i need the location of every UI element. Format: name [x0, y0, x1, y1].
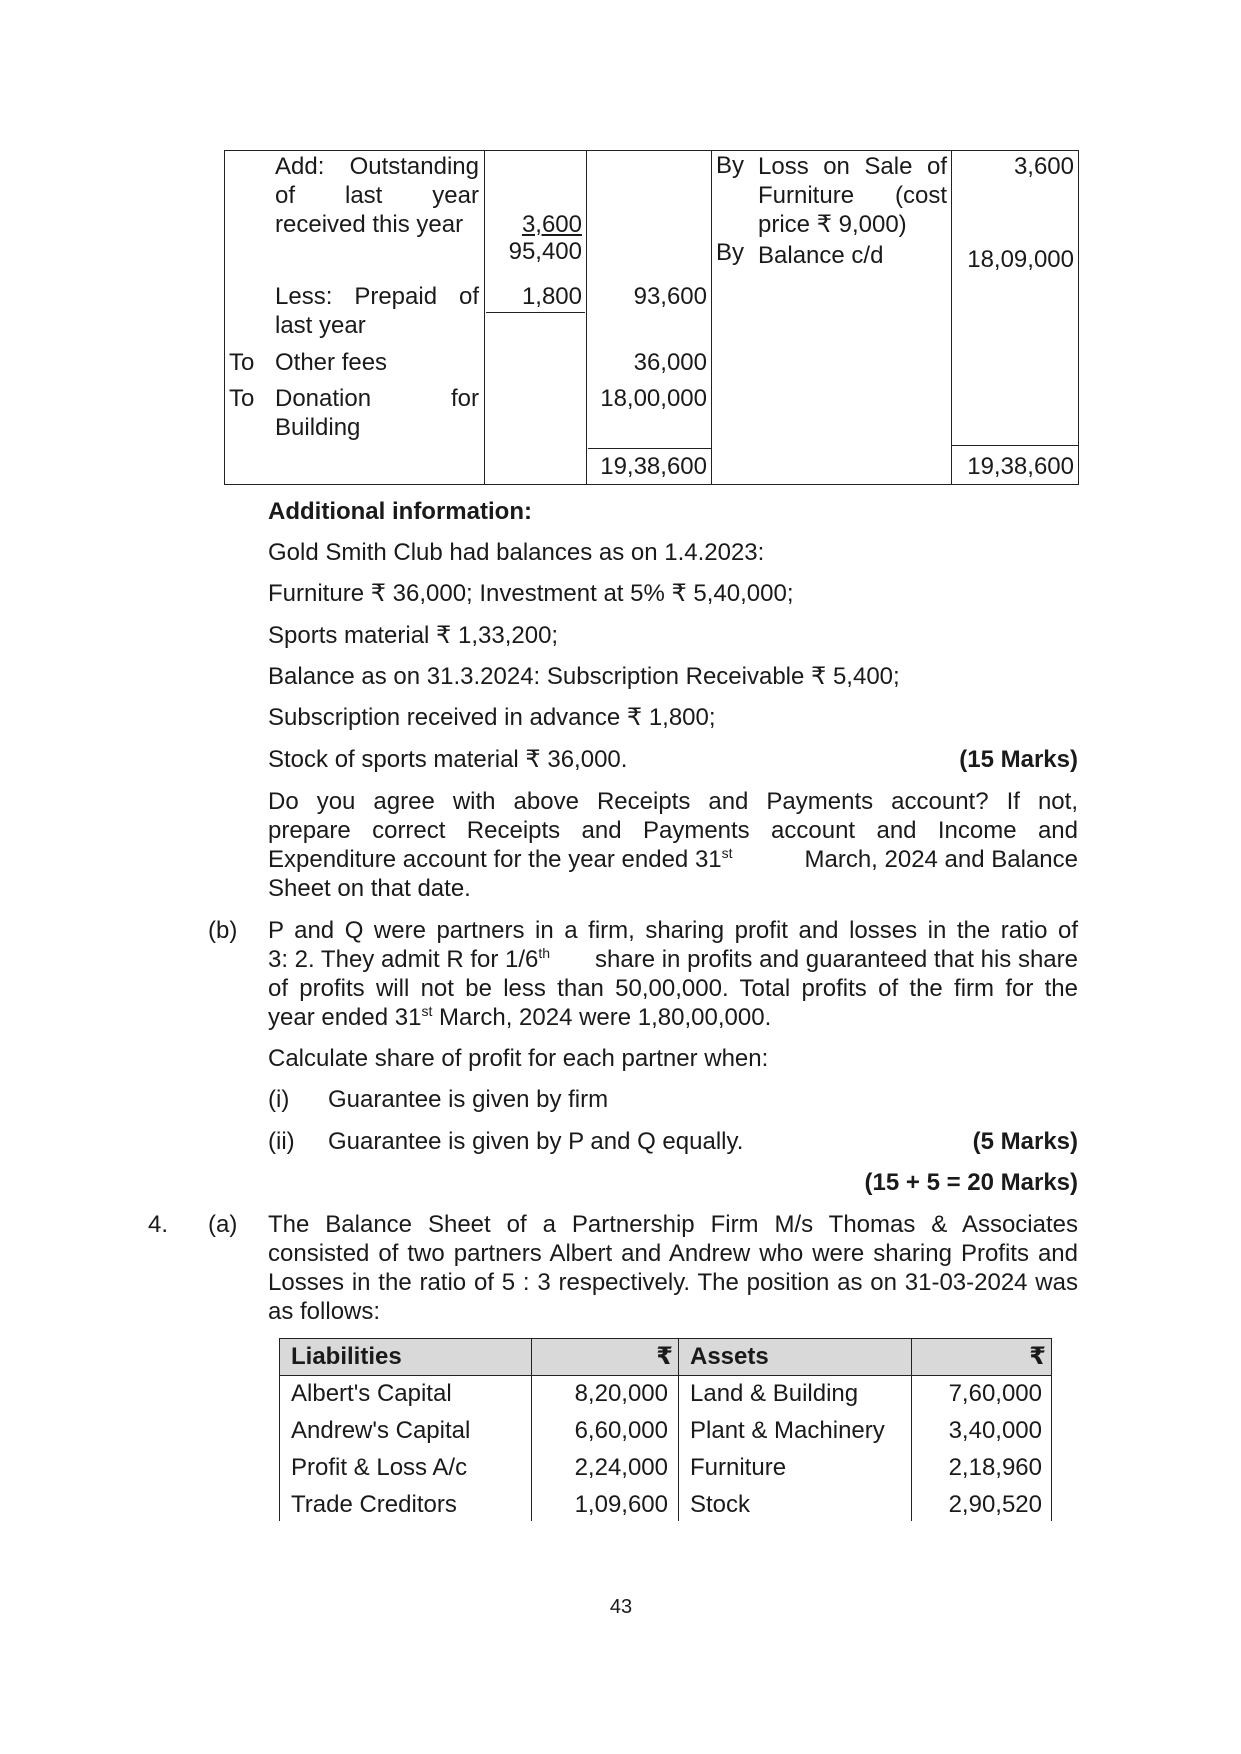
additional-line: Sports material ₹ 1,33,200; — [268, 622, 559, 649]
other-fees-label: Other fees — [275, 349, 388, 376]
liability-amount: 1,09,600 — [574, 1491, 668, 1518]
additional-line: Furniture ₹ 36,000; Investment at 5% ₹ 5,40,000; — [268, 580, 794, 607]
loss-amount: 3,600 — [1013, 153, 1074, 180]
loss-label-line-2: Furniture (cost — [758, 182, 947, 209]
subtotal-amount: 95,400 — [508, 238, 582, 265]
liability-amount: 2,24,000 — [574, 1454, 668, 1481]
marks-15: (15 Marks) — [959, 746, 1078, 773]
asset-amount: 3,40,000 — [948, 1417, 1042, 1444]
donation-amount: 18,00,000 — [600, 385, 707, 412]
header-liabilities: Liabilities — [291, 1343, 402, 1370]
question-number: 4. — [148, 1211, 169, 1238]
additional-line: Subscription received in advance ₹ 1,800; — [268, 704, 716, 731]
page-number: 43 — [609, 1596, 633, 1618]
header-rupee: ₹ — [656, 1343, 673, 1370]
loss-label-line-1: Loss on Sale of — [758, 153, 947, 180]
total-left: 19,38,600 — [600, 453, 707, 480]
total-marks: (15 + 5 = 20 Marks) — [864, 1169, 1078, 1196]
liability-name: Andrew's Capital — [291, 1417, 471, 1444]
asset-name: Furniture — [690, 1454, 787, 1481]
balance-cd-label: Balance c/d — [758, 242, 884, 269]
asset-amount: 2,18,960 — [948, 1454, 1042, 1481]
add-label-line-2: of last year — [275, 182, 479, 209]
q4-line: consisted of two partners Albert and Andrew who were sharing Profits and — [268, 1240, 1078, 1267]
liability-name: Profit & Loss A/c — [291, 1454, 468, 1481]
item-text: Guarantee is given by firm — [328, 1086, 609, 1113]
additional-line: Gold Smith Club had balances as on 1.4.2023: — [268, 539, 765, 566]
balance-cd-prefix: By — [716, 239, 745, 266]
part-b-line: 3: 2. They admit R for 1/6th share in profits and guaranteed that his share — [268, 945, 1078, 973]
asset-name: Plant & Machinery — [690, 1417, 885, 1444]
less-label-line-2: last year — [275, 312, 366, 339]
question-line: Do you agree with above Receipts and Payments account? If not, — [268, 788, 1078, 815]
part-b-line: year ended 31st March, 2024 were 1,80,00,000. — [268, 1003, 772, 1031]
additional-line: Stock of sports material ₹ 36,000. — [268, 746, 628, 773]
additional-line: Balance as on 31.3.2024: Subscription Receivable ₹ 5,400; — [268, 663, 900, 690]
less-amount: 1,800 — [521, 283, 582, 310]
q4-line: The Balance Sheet of a Partnership Firm M/s Thomas & Associates — [268, 1211, 1078, 1238]
loss-label-line-3: price ₹ 9,000) — [758, 211, 907, 238]
question-line: Sheet on that date. — [268, 875, 471, 902]
donation-label-line-2: Building — [275, 414, 361, 441]
item-number: (i) — [268, 1086, 290, 1113]
calc-line: Calculate share of profit for each partner when: — [268, 1045, 769, 1072]
q4-line: as follows: — [268, 1298, 381, 1325]
header-rupee: ₹ — [1029, 1343, 1046, 1370]
item-number: (ii) — [268, 1128, 295, 1155]
add-label-line-3: received this year — [275, 211, 464, 238]
donation-label-line-1: Donation for — [275, 385, 479, 412]
balance-cd-amount: 18,09,000 — [967, 246, 1074, 273]
liability-name: Albert's Capital — [291, 1380, 452, 1407]
additional-heading: Additional information: — [268, 498, 532, 525]
part-b-line: P and Q were partners in a firm, sharing profit and losses in the ratio of — [268, 917, 1078, 944]
other-fees-amount: 36,000 — [633, 349, 707, 376]
part-b-line: of profits will not be less than 50,00,000. Total profits of the firm for the — [268, 975, 1078, 1002]
less-label-line-1: Less: Prepaid of — [275, 283, 479, 310]
asset-name: Land & Building — [690, 1380, 859, 1407]
add-label-line-1: Add: Outstanding — [275, 153, 479, 180]
part-b-label: (b) — [208, 917, 238, 944]
question-line: Expenditure account for the year ended 31st March, 2024 and Balance — [268, 845, 1078, 873]
liability-amount: 8,20,000 — [574, 1380, 668, 1407]
question-part: (a) — [208, 1211, 238, 1238]
header-assets: Assets — [690, 1343, 769, 1370]
item-text: Guarantee is given by P and Q equally. — [328, 1128, 744, 1155]
q4-line: Losses in the ratio of 5 : 3 respectively. The position as on 31-03-2024 was — [268, 1269, 1078, 1296]
marks-5: (5 Marks) — [972, 1128, 1078, 1155]
loss-prefix: By — [716, 152, 745, 179]
donation-prefix: To — [229, 385, 255, 412]
liability-name: Trade Creditors — [291, 1491, 457, 1518]
asset-amount: 2,90,520 — [948, 1491, 1042, 1518]
add-amount: 3,600 — [521, 211, 582, 238]
asset-name: Stock — [690, 1491, 751, 1518]
asset-amount: 7,60,000 — [948, 1380, 1042, 1407]
other-fees-prefix: To — [229, 349, 255, 376]
net-subscription-amount: 93,600 — [633, 283, 707, 310]
total-right: 19,38,600 — [967, 453, 1074, 480]
question-line: prepare correct Receipts and Payments account and Income and — [268, 817, 1078, 844]
liability-amount: 6,60,000 — [574, 1417, 668, 1444]
